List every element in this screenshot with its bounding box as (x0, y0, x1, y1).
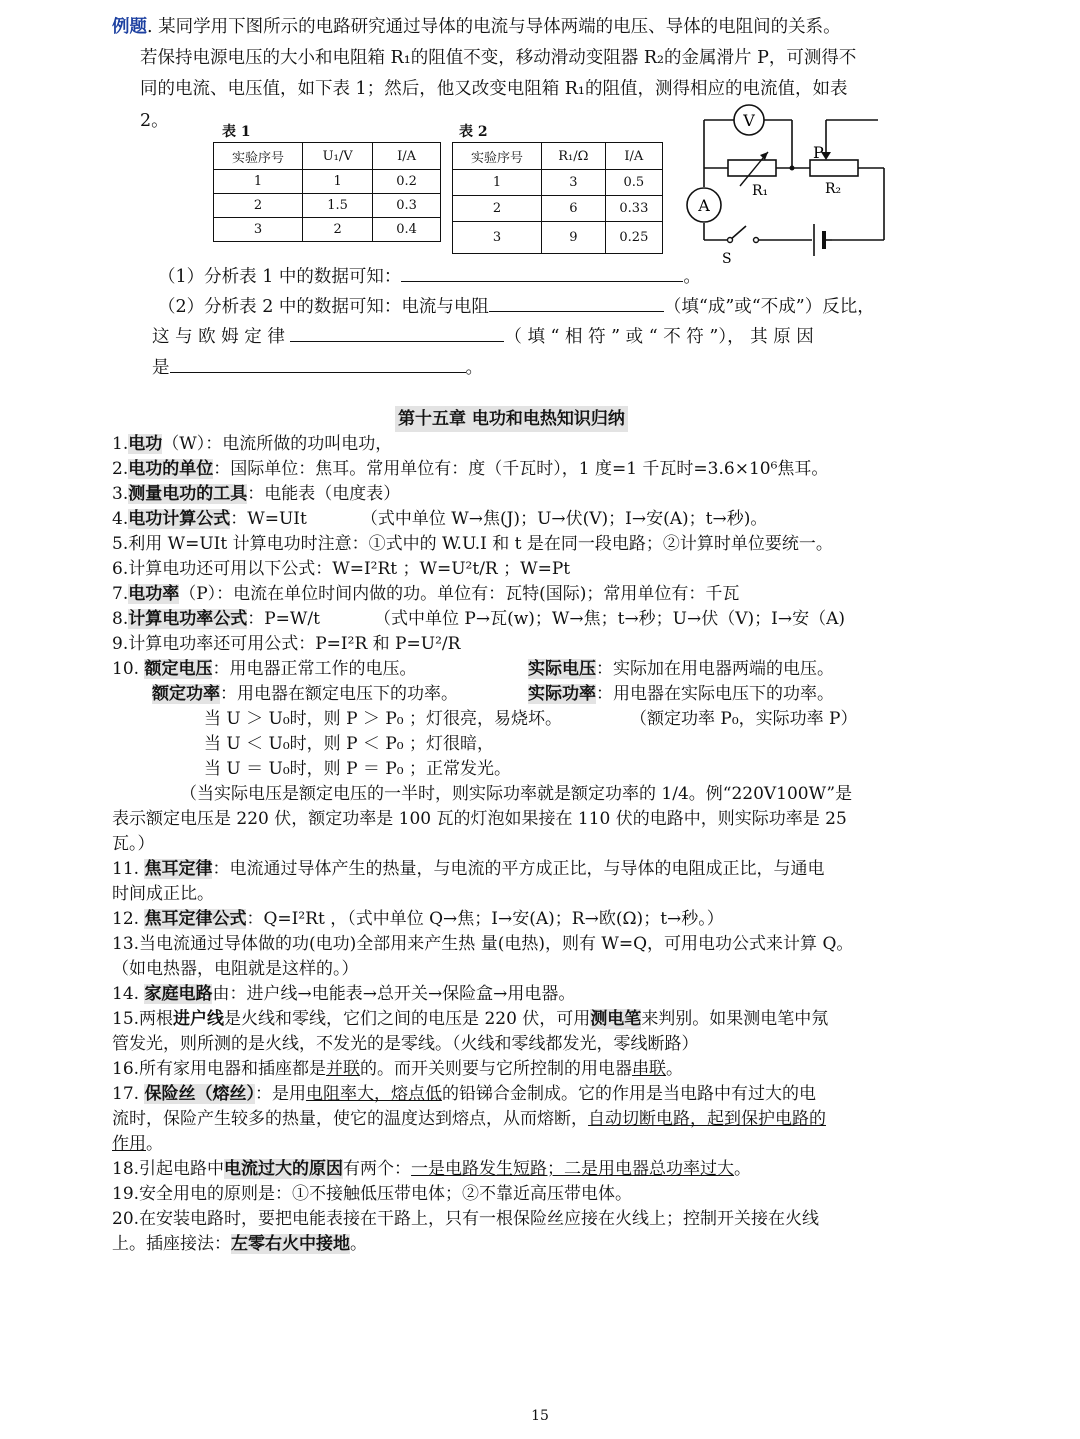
item-text: 。 (734, 1159, 752, 1179)
voltmeter-label: V (743, 111, 755, 130)
table1-cell: 1 (303, 170, 373, 194)
answer-blank-4[interactable] (170, 354, 466, 373)
item-text: 两根 (139, 1009, 174, 1029)
item-text: ：用电器正常工作的电压。 (212, 659, 417, 679)
item-underlined: 电阻率大，熔点低 (305, 1084, 442, 1104)
item-17 (112, 1082, 816, 1107)
question-1-end: 。 (683, 267, 701, 287)
item-10-line-2 (152, 682, 458, 707)
item-keyword: 测电笔 (590, 1009, 642, 1029)
item-number: 10. (112, 659, 140, 679)
table2-cell: 9 (541, 222, 605, 254)
table2-cell: 6 (541, 196, 605, 222)
item-number: 11. (112, 859, 140, 879)
item-10-line-1 (112, 657, 416, 682)
question-2-line-3 (152, 353, 483, 383)
item-10-case-3: 当 U ＝ U₀时，则 P ＝ P₀ ；正常发光。 (204, 759, 511, 779)
table1-title: 表 1 (222, 124, 251, 140)
item-10-case-2: 当 U ＜ U₀时，则 P ＜ P₀ ；灯很暗， (204, 734, 494, 754)
item-20-line-2 (112, 1232, 367, 1257)
question-2-text-e: 是 (152, 358, 170, 378)
item-text: （W）：电流所做的功叫电功， (162, 434, 393, 454)
question-1 (158, 262, 701, 292)
item-14 (112, 982, 575, 1007)
item-number: 5. (112, 534, 129, 554)
question-2-text-a: （2）分析表 2 中的数据可知：电流与电阻 (158, 297, 489, 317)
item-text: 引起电路中 (139, 1159, 225, 1179)
item-text: ：P=W/t （式中单位 P→瓦(w)；W→焦；t→秒；U→伏（V)；I→安（A) (247, 609, 846, 629)
item-text: 计算电功率还可用公式：P=I²R 和 P=U²/R (128, 634, 461, 654)
item-text: 。 (146, 1134, 163, 1154)
item-underlined: 自动切断电路，起到保护电路的 (588, 1109, 826, 1129)
table2-cell: 3 (453, 222, 542, 254)
item-text: ：W=UIt （式中单位 W→焦(J)；U→伏(V)；I→安(A)；t→秒)。 (230, 509, 768, 529)
item-10-case-1-note: （额定功率 P₀，实际功率 P） (630, 709, 858, 729)
item-11-line-2: 时间成正比。 (112, 884, 214, 904)
question-2-end: 。 (465, 358, 483, 378)
example-line-3: 同的电流、电压值，如下表 1；然后，他又改变电阻箱 R₁的阻值，测得相应的电流值，如表 (140, 79, 848, 99)
item-number: 16. (112, 1059, 140, 1079)
ammeter-label: A (698, 196, 710, 215)
table1-cell: 1 (214, 170, 303, 194)
item-underlined: 作用 (112, 1134, 146, 1154)
item-number: 17. (112, 1084, 140, 1104)
item-number: 6. (112, 559, 129, 579)
table2-cell: 0.33 (605, 196, 662, 222)
item-underlined: 一是电路发生短路；二是用电器总功率过大 (411, 1159, 735, 1179)
item-text: ：用电器在额定电压下的功率。 (220, 684, 458, 704)
item-keyword: 家庭电路 (144, 984, 213, 1004)
item-text: ：用电器在实际电压下的功率。 (596, 684, 834, 704)
chapter-title: 第十五章 电功和电热知识归纳 (395, 406, 628, 432)
item-text: ：电流通过导体产生的热量，与电流的平方成正比，与导体的电阻成正比，与通电 (212, 859, 825, 879)
item-17-line-2 (112, 1107, 826, 1132)
example-line-1 (112, 12, 841, 42)
table2-cell: 2 (453, 196, 542, 222)
item-12 (112, 907, 724, 932)
item-5 (112, 532, 833, 557)
table2-title: 表 2 (459, 124, 488, 140)
item-number: 13. (112, 934, 140, 954)
item-text: 来判别。如果测电笔中氖 (641, 1009, 829, 1029)
table2-cell: 1 (453, 170, 542, 196)
slider-label: P (813, 143, 824, 162)
item-text: 计算电功还可用以下公式：W=I²Rt ；W=U²t/R ；W=Pt (128, 559, 571, 579)
question-2-text-c: 这 与 欧 姆 定 律 (152, 327, 285, 347)
item-number: 12. (112, 909, 140, 929)
item-keyword: 计算电功率公式 (128, 609, 248, 629)
table2-cell: 3 (541, 170, 605, 196)
item-number: 2. (112, 459, 129, 479)
item-2 (112, 457, 828, 482)
table2 (452, 142, 663, 254)
item-text: 所有家用电器和插座都是 (139, 1059, 327, 1079)
item-text: 在安装电路时，要把电能表接在干路上，只有一根保险丝应接在火线上；控制开关接在火线 (139, 1209, 820, 1229)
item-7 (112, 582, 739, 607)
page-number: 15 (531, 1408, 549, 1424)
table2-header-cell: I/A (605, 143, 662, 170)
question-1-text: （1）分析表 1 中的数据可知： (158, 267, 402, 287)
item-text: 的铅锑合金制成。它的作用是当电路中有过大的电 (441, 1084, 816, 1104)
item-17-line-3 (112, 1132, 163, 1157)
item-text: 上。插座接法： (112, 1234, 231, 1254)
table1-cell: 1.5 (303, 194, 373, 218)
table2-cell: 0.5 (605, 170, 662, 196)
item-keyword: 焦耳定律公式 (144, 909, 247, 929)
item-number: 1. (112, 434, 129, 454)
table1-header-cell: 实验序号 (214, 143, 303, 170)
item-13 (112, 932, 853, 957)
item-number: 15. (112, 1009, 140, 1029)
item-4 (112, 507, 767, 532)
answer-blank-1[interactable] (401, 263, 683, 282)
item-text: 。 (350, 1234, 367, 1254)
item-text: （P）：电流在单位时间内做的功。单位有：瓦特(国际)；常用单位有：千瓦 (179, 584, 740, 604)
item-20 (112, 1207, 819, 1232)
item-keyword: 电功率 (128, 584, 180, 604)
item-text: 是火线和零线，它们之间的电压是 220 伏，可用 (224, 1009, 591, 1029)
item-15 (112, 1007, 828, 1032)
item-8 (112, 607, 845, 632)
question-2-line-2 (152, 322, 955, 352)
circuit-diagram (682, 100, 892, 270)
item-text: 由：进户线→电能表→总开关→保险盒→用电器。 (212, 984, 576, 1004)
item-text: 当电流通过导体做的功(电功)全部用来产生热 量(电热)，则有 W=Q，可用电功公式来计算 Q。 (139, 934, 854, 954)
r2-label: R₂ (825, 181, 842, 197)
item-keyword: 电功 (128, 434, 163, 454)
table1 (213, 142, 441, 242)
item-text: 流时，保险产生较多的热量，使它的温度达到熔点，从而熔断， (112, 1109, 588, 1129)
table2-header-cell: R₁/Ω (541, 143, 605, 170)
item-10-note-1: （当实际电压是额定电压的一半时，则实际功率就是额定功率的 1/4。例“220V100W”是 (180, 784, 853, 804)
item-keyword: 保险丝（熔丝） (144, 1084, 255, 1104)
item-keyword: 额定功率 (152, 684, 220, 704)
item-text: ：电能表（电度表） (247, 484, 401, 504)
r1-label: R₁ (752, 183, 769, 199)
item-10-line-2b (528, 682, 834, 707)
item-keyword: 焦耳定律 (144, 859, 213, 879)
item-text: 有两个： (343, 1159, 412, 1179)
item-text: 的。而开关则要与它所控制的用电器 (360, 1059, 633, 1079)
item-keyword: 进户线 (173, 1009, 225, 1029)
table1-cell: 0.3 (373, 194, 441, 218)
question-2-text-b: （填“成”或“不成”）反比， (663, 297, 875, 317)
item-number: 19. (112, 1184, 140, 1204)
item-3 (112, 482, 400, 507)
item-9 (112, 632, 460, 657)
item-10-line-1b (528, 657, 834, 682)
switch-label: S (722, 251, 732, 267)
example-line-2: 若保持电源电压的大小和电阻箱 R₁的阻值不变，移动滑动变阻器 R₂的金属滑片 P，可测得不 (140, 48, 857, 68)
example-text-1: . 某同学用下图所示的电路研究通过导体的电流与导体两端的电压、导体的电阻间的关系。 (147, 17, 841, 37)
item-keyword: 实际功率 (528, 684, 596, 704)
item-keyword: 电功计算公式 (128, 509, 231, 529)
table1-header-cell: U₁/V (303, 143, 373, 170)
item-number: 4. (112, 509, 129, 529)
item-6 (112, 557, 570, 582)
answer-blank-3[interactable] (290, 323, 504, 342)
item-text: ：国际单位：焦耳。常用单位有：度（千瓦时），1 度=1 千瓦时=3.6×10⁶焦耳。 (213, 459, 829, 479)
item-number: 9. (112, 634, 129, 654)
item-keyword: 实际电压 (528, 659, 596, 679)
item-text: ：实际加在用电器两端的电压。 (596, 659, 834, 679)
question-2-text-d: （ 填 “ 相 符 ” 或 “ 不 符 ”）， 其 原 因 (504, 327, 814, 347)
item-number: 7. (112, 584, 129, 604)
item-keyword: 左零右火中接地 (231, 1234, 350, 1254)
item-text: 。 (666, 1059, 684, 1079)
table1-cell: 0.2 (373, 170, 441, 194)
item-text: ：是用 (254, 1084, 306, 1104)
table1-cell: 2 (214, 194, 303, 218)
item-number: 14. (112, 984, 140, 1004)
item-keyword: 额定电压 (144, 659, 213, 679)
table2-cell: 0.25 (605, 222, 662, 254)
item-number: 20. (112, 1209, 140, 1229)
table1-cell: 2 (303, 218, 373, 242)
item-10-note-2: 表示额定电压是 220 伏，额定功率是 100 瓦的灯泡如果接在 110 伏的电路中，则实际功率是 25 (112, 809, 847, 829)
item-1 (112, 432, 392, 457)
item-15-line-2: 管发光，则所测的是火线，不发光的是零线。（火线和零线都发光，零线断路） (112, 1034, 699, 1054)
item-16 (112, 1057, 683, 1082)
item-keyword: 电流过大的原因 (224, 1159, 344, 1179)
item-13-line-2: （如电热器，电阻就是这样的。） (112, 959, 359, 979)
table1-cell: 3 (214, 218, 303, 242)
question-2-line-1 (158, 292, 875, 322)
example-label: 例题 (112, 17, 147, 37)
table1-header-cell: I/A (373, 143, 441, 170)
item-18 (112, 1157, 751, 1182)
example-line-4: 2。 (140, 111, 169, 131)
item-10-note-3: 瓦。） (112, 834, 155, 854)
item-text: 利用 W=UIt 计算电功时注意：①式中的 W.U.I 和 t 是在同一段电路；②计算时单位要统一。 (128, 534, 833, 554)
item-number: 3. (112, 484, 129, 504)
item-keyword: 电功的单位 (128, 459, 214, 479)
answer-blank-2[interactable] (489, 293, 664, 312)
item-text: ：Q=I²Rt ，（式中单位 Q→焦；I→安(A)；R→欧(Ω)；t→秒。） (246, 909, 724, 929)
item-19 (112, 1182, 632, 1207)
item-11 (112, 857, 824, 882)
item-keyword: 测量电功的工具 (128, 484, 248, 504)
table2-header-cell: 实验序号 (453, 143, 542, 170)
item-10-case-1: 当 U ＞ U₀时，则 P ＞ P₀ ；灯很亮，易烧坏。 (204, 709, 562, 729)
item-number: 18. (112, 1159, 140, 1179)
item-text: 安全用电的原则是：①不接触低压带电体；②不靠近高压带电体。 (139, 1184, 633, 1204)
item-underlined: 串联 (632, 1059, 667, 1079)
item-underlined: 并联 (326, 1059, 361, 1079)
item-number: 8. (112, 609, 129, 629)
table1-cell: 0.4 (373, 218, 441, 242)
